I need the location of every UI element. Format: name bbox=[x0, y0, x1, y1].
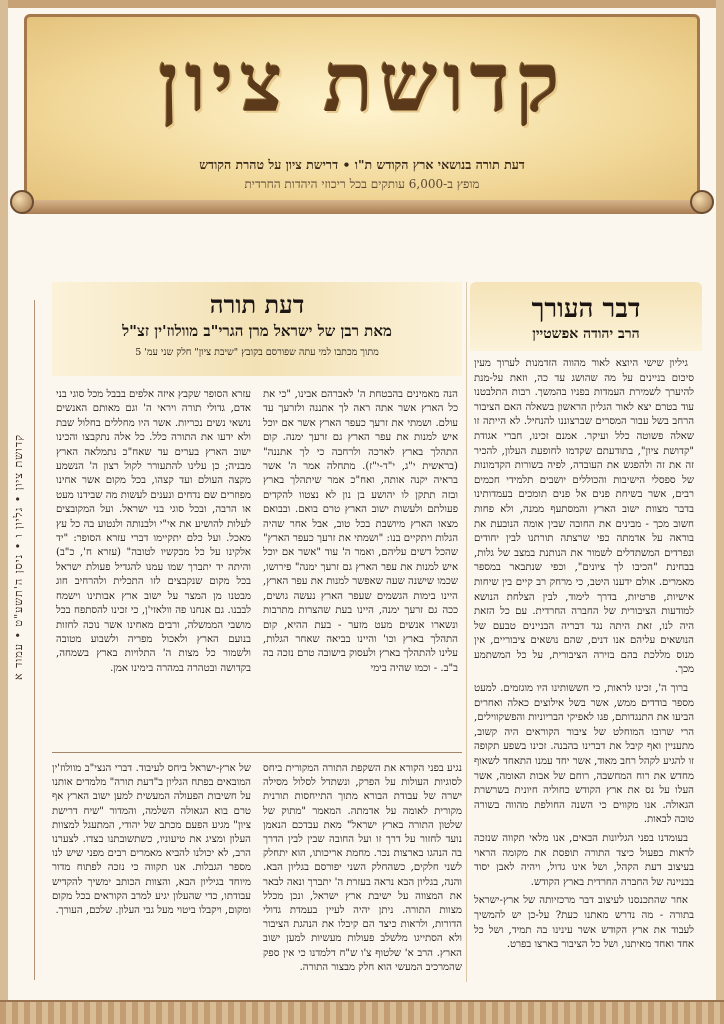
column-divider bbox=[466, 282, 467, 982]
editor-title: דבר העורך bbox=[531, 294, 641, 324]
editor-paragraph: בעומדנו בפני הגליונות הבאים, אנו מלאי תקווה שנזכה לראות בפעול כיצד התורה תופסת את מקומה הראוי בעיצוב דעת הקהל, ושל אינו גדול, ויהיה לאבן יסוד בבניינה של החברה החרדית בארץ הקודש. bbox=[474, 833, 694, 888]
ornament-knob-icon bbox=[10, 190, 34, 214]
bottom-border bbox=[0, 1000, 724, 1024]
editor-author: הרב יהודה אפשטיין bbox=[532, 326, 640, 342]
article-column-left: עזרא הסופר שקבץ איזה אלפים בבבל מכל סוגי בני אדם, גדולי תורה ויראי ה' וגם מאותם האנשים נושאי נשים נכריות. אשר היו מחללים בחלול שבת ולא ידעו את התורה כלל. כל אלה נתקבצו והכינו ישוב הארץ בערים עד שאח"כ נתמלאה הארץ מבניה; כן עלינו להתעורר לקול רצון ה' הנשמע מקצה העולם ועד קצהו, בכל מקום אשר אחינו מפוזרים שם נדחים ונענים לעשות מה שבידנו מעט או הרבה, ובכל סוגי בני ישראל. ועל המקובצים לעלות להושיע את אי"י ולבנותה ולנטוע בה כל עץ מאכל. ועל כלם יתקיימו דברי עזרא הסופר: "יד אלקינו על כל מבקשיו לטובה" (עזרא ח', כ"ב) והיתה יד יתברך שמו עמנו להגדיל פעולת ישראל בכל מקום שנקבצים לזו התכלית ולהרחיב חוג מבטנו מן המצר על ישוב ארץ אבותינו וישמח לבבנו. גם אנחנו פה וולאזי'ן, כי זכינו להסתפח בכל מושבי הממשלה, ורבים מאחינו אשר נוכה לחזות בנועם הארץ ולאכול מפריה ולשבוע מטובה ולשמור כל מצות ה' התלויות בארץ בשמחה, בקדושה ובטהרה במהרה בימינו אמן. bbox=[56, 389, 251, 674]
editor-continuation bbox=[52, 762, 462, 975]
masthead bbox=[24, 14, 700, 204]
newspaper-title: קדושת ציון bbox=[158, 35, 566, 131]
editor-paragraph: אחר שהתכנסנו לעיצוב דבר מרכזיותה של ארץ-ישראל בתורה - מה נדרש מאתנו כעת? על-כן יש להמשיך לעבוד את ארץ הקודש אשר עינינו בה תמיד, ושל כל אחד ואחד מאיתנו, ושל כל הציבור בארצו בפרט. bbox=[474, 895, 694, 951]
section-rule bbox=[52, 752, 462, 753]
editor-body bbox=[470, 351, 702, 953]
editor-paragraph: ברוך ה', זכינו לראות, כי חששותינו היו מוגזמים. למעט מספר בודדים ממש, אשר בשל אילוצים כאלה ואחרים הביעו את התנגדותם, פגו לאפיקי הבריוניות והפשקווילים, הרי שרובו המוחלט של ציבור הקוראים היה קשוב, מתעניין ואף קיבל את דברינו בהבנה. זכינו בשפע תקופה זו להגיע לקהל רחב מאוד, אשר יחד עמנו התאחד לשאוף מחדש את רוח המחשבה, רוחם של אבות האומה, אשר העלו על נס את ארץ הקודש כחוליה חיונית בשרשרת הגאולה. אנו מקווים כי השנה החולפת מהווה בשורה טובה לבאות. bbox=[474, 683, 694, 826]
article-header bbox=[52, 282, 462, 376]
right-border bbox=[716, 0, 724, 1024]
top-border bbox=[0, 0, 724, 8]
editor-column bbox=[470, 282, 702, 982]
article-subtitle: מאת רבן של ישראל מרן הגרי"ב מוולוז'ין זצ"ל bbox=[122, 322, 392, 340]
side-rule bbox=[34, 300, 35, 980]
left-border bbox=[0, 0, 8, 1024]
editor-header bbox=[470, 282, 702, 351]
masthead-bar bbox=[20, 200, 704, 214]
continuation-column-left: של ארץ-ישראל ביחס לעיבוד. דברי הנצי"ב מוולוז'ין המובאים בפתח הגליון ב"דעת תורה" מלמדים אותנו על חשיבות הפעולה המעשית למען ישוב הארץ אף טרם בוא הגאולה השלמה, והמדור "שיח דרישת ציון" מגיע הפעם מכתב של יהודי, המתעגל למצוות העלון ומציג את טיעוניו, כשתשובתנו בצדו. לצערנו הרב, לא יכולנו להביא מאמרים רבים מפני שיש לנו מספר הגבלות. אנו תקווה כי נזכה לפתוח מדור מיוחד בגיליון הבא, והצוות הכותב ימשיך להקדיש עבודתו, כדי שהעלון יגיע למרב הקוראים בכל מקום ומקום, ויקבלו ביטוי מעל גבי העלון. שלכם, העורך. bbox=[52, 763, 251, 917]
editor-paragraph: גיליון שישי היוצא לאור מהווה הזדמנות לערוך מעין סיכום בניינים על מה שהושג עד כה, וזאת על-מנת להיערך לשמירת העמדות בפניו בהמשך. רבות התלבטנו עוד בטרם יצא לאור הגליון הראשון בשאלה האם הציבור הרחב בשל עבור המסרים שברצוננו להנחיל. לא הייתה זו שאלה פשוטה כלל ועיקר. אמנם זכינו, חברי אגודת "קדושת ציון", בתודעתם שקדמו לחופעת העלון, להכיר זה את זה ולהפגש את העובדה, לפיה בשורות הקדמונות של ספסלי הישיבות והכוללים יושבים תלמידי חכמים רבים, אשר בשיחת פנים אל פנים תומכים בעמדותינו בדבר מצוות ישוב הארץ והמסתעף ממנה, ולא פחות חשוב מכך - מבינים את החובה שבין אומה הנובעת את בוראה על אדמתה כפי שרצתה תורתנו לבין יחודים ונפרדים המשתדלים לשמור את הנותנת במצב של גלות, בבחינת "הכיבו לך ציונים", וכפי שנתבאר במספר מאמרים. אולם ידענו היטב, כי מרחק רב קיים בין שיחות אישיות, פרטיות, בדרך לימוד, לבין הצלחת הנושא למודעות הציבורית של החברה החרדית. עם כל הזאת היה לנו, זאת היתה נגד דבריה הבניינים טבעם של הנושאים עליהם אנו דנים, שהם נושאים ציבוריים, אין מנוס מללכת בהם בזירה הציבורית, על כל המשתמע מכך. bbox=[474, 358, 694, 676]
side-page-label: קדושת ציון • גליון ו • ניסן ה'תשע"ט • עמוד א bbox=[12, 433, 25, 680]
continuation-column-right: נגיע בפני הקורא את השקפת התורה המקורית ביחס לסוגיות העולות על הפרק, ונשתדל לסלול מסילה ישרה של עבודת הבורא מתוך התייחסות תורנית מקורית לאומה על אדמתה. המאמר "מתוק של שלטון התורה בארץ ישראל" מאת עבדכם הנאמן נועד לחזור על דרך זו ועל החובה שבין לבין הדרך בה הנהגו בארצות נכר. מחמת אריכותו, הוא יתחלק לשני חלקים, כשהחלק השני יפורסם בגליון הבא. והנה, בגליון הבא נראה בעזרת ה' יתברך ונאה לבאר את המצווה על ישיבת ארץ ישראל, ונכן מכלל מצוות התורה. ניתן יהיה לעיין בעמדת גדולי הדורות, ולראות כיצד הם קיבלו את הנהגת הציבור ולא הסתייגו מלשלב פעולות מעשיות למען ישוב הארץ. הרב א' שלטוף צ'ו ש"ח דלמדנו כי אין ספק שהמרכיב המעשי הוא חלק מבצור התורה. bbox=[263, 763, 462, 973]
article-columns bbox=[52, 376, 462, 676]
article-column-right: הנה מאמינים בהבטחת ה' לאברהם אבינו, "כי את כל הארץ אשר אתה ראה לך אתננה ולזרעך עד עולם. ושמתי את זרעך כעפר הארץ אשר אם יוכל איש למנות את עפר הארץ גם זרעך ימנה. קום התהלך בארץ לארכה ולרחבה כי לך אתננה" (בראשית י"ג, י"ד-י"ז). מתחלה אמר ה' אשר בראיה יקנה אותה, ואח"כ אמר שיתהלך בארץ ובזה תתקן לו יהושע בן נון לא נצטוו להקדים פעולתם ולעשות ישוב הארץ טרם בואם. ובבואם מצאו הארץ מיושבת בכל טוב, אבל אחר שהיה הגלות ויתקיים בנו: "ושמתי את זרעך כעפר הארץ" שהכל דשים עליהם, ואמר ה' עוד "אשר אם יוכל איש למנות את עפר הארץ גם זרעך ימנה" פירושו, שכמו שישנה שעה שאפשר למנות את עפר הארץ, היינו בימות הגשמים שעפר הארץ נעשה גושים, ככה גם זרעך ימנה, היינו בעת שהצרות מתרבות ונשארו אנשים מעט מזער - בעת ההיא, קום התהלך בארץ וכו' והיינו בביאה שאחר הגלות, עלינו להתהלך בארץ ולעסוק בישובה טרם נזכה בה ב"ב. - וכמו שהיה בימי bbox=[263, 389, 458, 674]
distribution-note: מופץ ב-6,000 עותקים בכל ריכוזי היהדות החרדית bbox=[244, 177, 480, 191]
ornament-knob-icon bbox=[690, 190, 714, 214]
article-source: מתוך מכתבו למי עתה שפורסם בקובץ "שיבת ציון" חלק שני עמ' 5 bbox=[135, 347, 379, 358]
article-title: דעת תורה bbox=[209, 290, 305, 319]
masthead-subtitle: דעת תורה בנושאי ארץ הקודש ת"ו • דרישת ציון על טהרת הקודש bbox=[199, 157, 525, 172]
